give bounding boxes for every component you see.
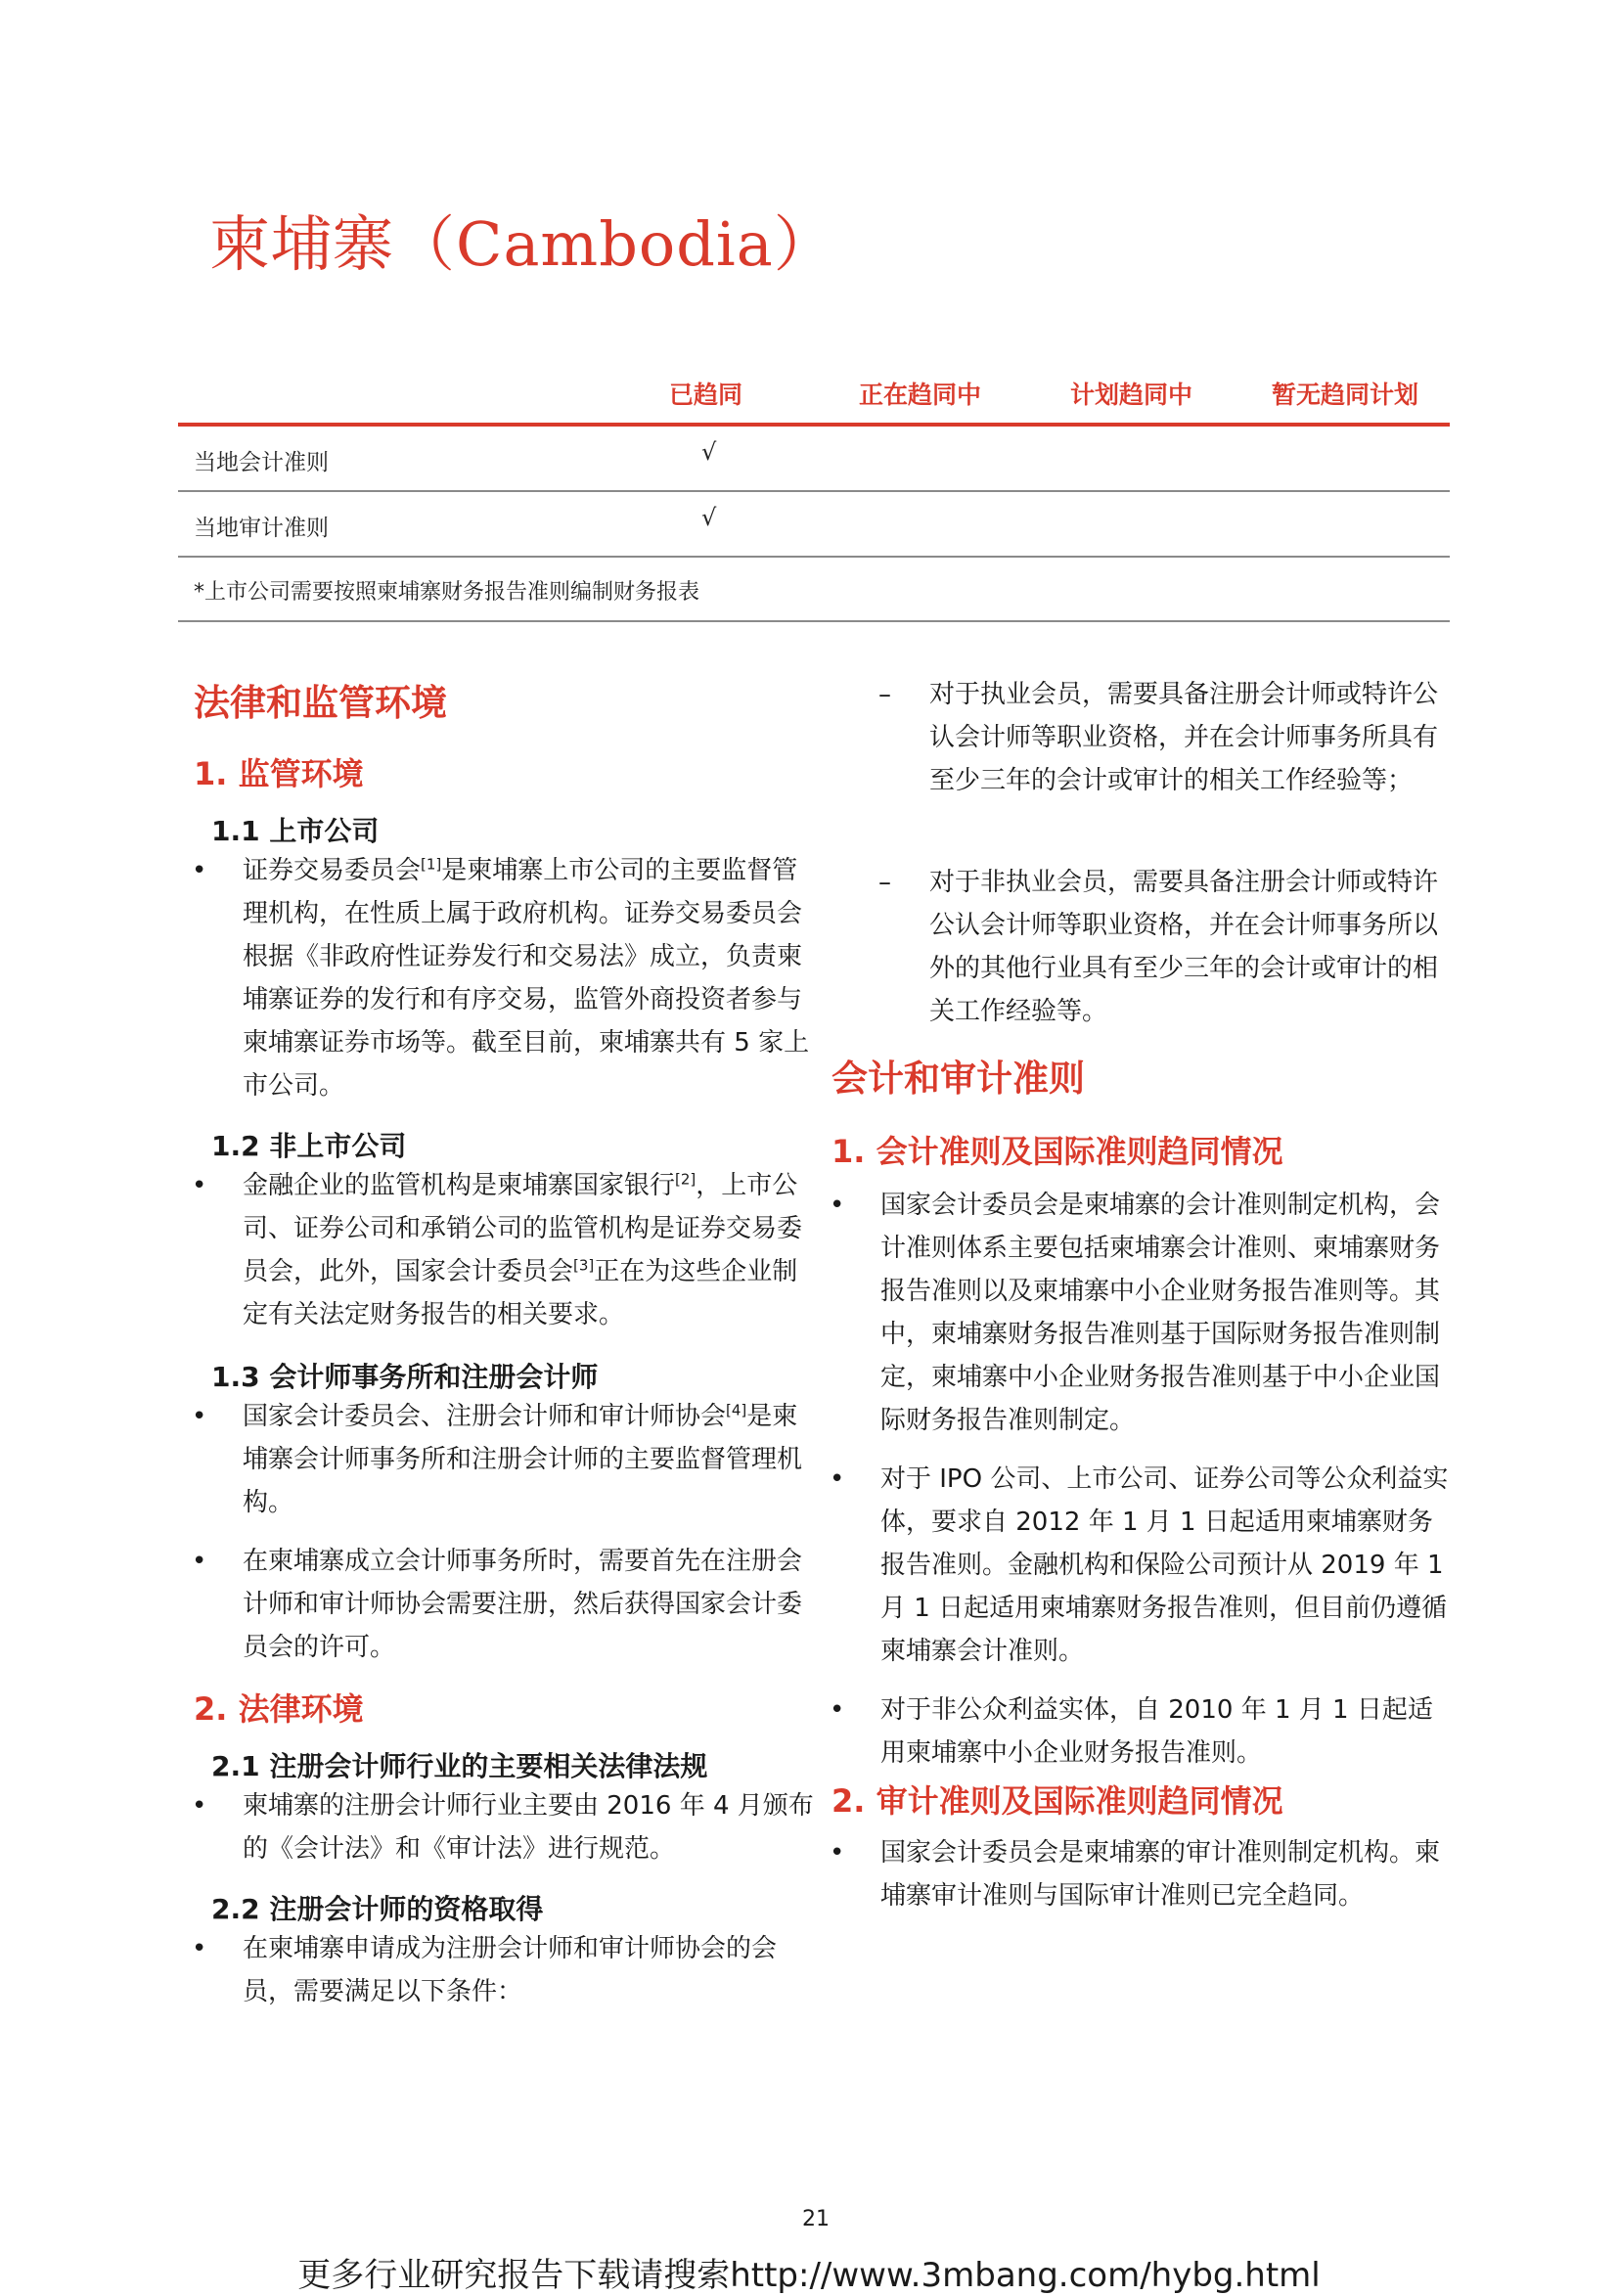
page-number: 21 [802,2207,830,2231]
subsection-legal: 2. 法律环境 [194,1690,364,1728]
list-item: • 金融企业的监管机构是柬埔寨国家银行[2]，上市公司、证券公司和承销公司的监管机构是证券交易委员会，此外，国家会计委员会[3]正在为这些企业制定有关法定财务报告的相关要求。 [192,1164,820,1336]
section-title-standards: 会计和审计准则 [831,1058,1085,1100]
list-item: • 对于非公众利益实体，自 2010 年 1 月 1 日起适用柬埔寨中小企业财务报告准则。 [830,1688,1458,1775]
bullet-icon: • [830,1464,845,1494]
table-row [178,492,1450,558]
table-note-text: *上市公司需要按照柬埔寨财务报告准则编制财务报表 [194,580,700,605]
list-item: • 证券交易委员会[1]是柬埔寨上市公司的主要监督管理机构，在性质上属于政府机构。证券交易委员会根据《非政府性证券发行和交易法》成立，负责柬埔寨证券的发行和有序交易，监管外商投资者参与柬埔寨证券市场等。截至目前，柬埔寨共有 5 家上市公司。 [192,849,820,1107]
heading-laws: 2.1 注册会计师行业的主要相关法律法规 [211,1750,708,1782]
convergence-table [178,370,1450,622]
header-converged: 已趋同 [669,381,743,409]
footer-download-link[interactable]: 更多行业研究报告下载请搜索http://www.3mbang.com/hybg.html [297,2256,1321,2295]
row-label: 当地审计准则 [194,516,329,541]
footnote-ref[interactable]: [2] [675,1170,697,1189]
bullet-icon: • [192,1934,207,1963]
list-item: • 国家会计委员会、注册会计师和审计师协会[4]是柬埔寨会计师事务所和注册会计师的主要监督管理机构。 [192,1395,820,1524]
list-item: • 国家会计委员会是柬埔寨的会计准则制定机构，会计准则体系主要包括柬埔寨会计准则、柬埔寨财务报告准则以及柬埔寨中小企业财务报告准则等。其中，柬埔寨财务报告准则基于国际财务报告准则制定，柬埔寨中小企业财务报告准则基于中小企业国际财务报告准则制定。 [830,1184,1458,1442]
list-item: • 柬埔寨的注册会计师行业主要由 2016 年 4 月颁布的《会计法》和《审计法》进行规范。 [192,1784,820,1870]
subsection-accounting: 1. 会计准则及国际准则趋同情况 [831,1133,1283,1170]
table-header-row [178,370,1450,427]
subsection-auditing: 2. 审计准则及国际准则趋同情况 [831,1782,1283,1820]
heading-firms-and-cpas: 1.3 会计师事务所和注册会计师 [211,1361,599,1393]
bullet-icon: • [192,1547,207,1576]
list-item: • 在柬埔寨成立会计师事务所时，需要首先在注册会计师和审计师协会需要注册，然后获得国家会计委员会的许可。 [192,1540,820,1669]
bullet-icon: • [192,1791,207,1821]
bullet-icon: • [830,1191,845,1220]
footnote-ref[interactable]: [3] [573,1256,595,1275]
subsection-regulatory: 1. 监管环境 [194,755,364,792]
row-label: 当地会计准则 [194,450,329,475]
section-title-legal: 法律和监管环境 [194,682,447,724]
footnote-ref[interactable]: [1] [421,855,442,874]
check-mark-icon: √ [701,438,717,466]
dash-icon: – [878,868,891,897]
heading-unlisted-companies: 1.2 非上市公司 [211,1130,407,1162]
bullet-icon: • [192,856,207,885]
bullet-icon: • [192,1171,207,1200]
footnote-ref[interactable]: [4] [726,1401,747,1419]
table-row [178,427,1450,492]
list-item: • 在柬埔寨申请成为注册会计师和审计师协会的会员，需要满足以下条件： [192,1927,820,2013]
list-item: – 对于非执业会员，需要具备注册会计师或特许公认会计师等职业资格，并在会计师事务所以外的其他行业具有至少三年的会计或审计的相关工作经验等。 [878,861,1454,1033]
list-item: • 对于 IPO 公司、上市公司、证券公司等公众利益实体，要求自 2012 年 1 月 1 日起适用柬埔寨财务报告准则。金融机构和保险公司预计从 2019 年 1 月 1 日起适用柬埔寨财务报告准则，但目前仍遵循柬埔寨会计准则。 [830,1458,1458,1673]
header-planned: 计划趋同中 [1070,381,1193,409]
bullet-icon: • [830,1695,845,1725]
header-converging: 正在趋同中 [859,381,982,409]
header-no-plan: 暂无趋同计划 [1272,381,1419,409]
bullet-icon: • [192,1402,207,1431]
check-mark-icon: √ [701,504,717,531]
bullet-icon: • [830,1838,845,1868]
list-item: – 对于执业会员，需要具备注册会计师或特许公认会计师等职业资格，并在会计师事务所具有至少三年的会计或审计的相关工作经验等； [878,673,1454,802]
table-note [178,558,1450,622]
heading-listed-companies: 1.1 上市公司 [211,815,380,847]
dash-icon: – [878,680,891,709]
page-title: 柬埔寨（Cambodia） [209,208,835,280]
heading-qualification: 2.2 注册会计师的资格取得 [211,1893,544,1925]
list-item: • 国家会计委员会是柬埔寨的审计准则制定机构。柬埔寨审计准则与国际审计准则已完全趋同。 [830,1831,1458,1917]
